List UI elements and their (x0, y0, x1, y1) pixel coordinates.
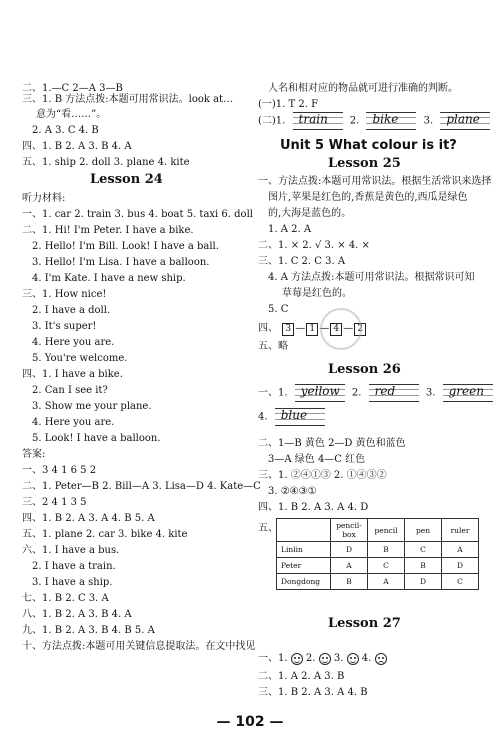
left-line: 4. I'm Kate. I have a new ship. (32, 273, 186, 284)
table-cell: pencil (368, 519, 405, 542)
left-line: 3. I have a ship. (32, 577, 113, 588)
left-line: 五、1. plane 2. car 3. bike 4. kite (22, 529, 188, 540)
left-line: 七、1. B 2. C 3. A (22, 593, 109, 604)
five-omit: 五、略 (258, 341, 288, 352)
right-mid-line: 图片,苹果是红色的,香蕉是黄色的,西瓜是绿色 (268, 192, 468, 203)
right-mid-line: 的,大海是蓝色的。 (268, 208, 352, 219)
writing-line: plane (440, 112, 490, 130)
left-line: 3. It's super! (32, 321, 97, 332)
seq-box: 4 (330, 323, 342, 336)
left-line: 一、1. car 2. train 3. bus 4. boat 5. taxi 6. doll (22, 209, 253, 220)
unit-5-heading: Unit 5 What colour is it? (280, 138, 457, 153)
left-line: 二、1. Peter—B 2. Bill—A 3. Lisa—D 4. Kate—C (22, 481, 261, 492)
left-line: 二、1.—C 2—A 3—B (22, 83, 123, 94)
table-cell: C (368, 558, 405, 574)
left-line: 十、方法点拨:本题可用关键信息提取法。在文中找见 (22, 641, 256, 652)
left-line: 2. A 3. C 4. B (32, 125, 99, 136)
left-line: 四、1. B 2. A 3. A 4. B 5. A (22, 513, 155, 524)
seq-box: 2 (354, 323, 366, 336)
left-line: 5. You're welcome. (32, 353, 128, 364)
table-cell: D (405, 574, 442, 590)
left-line: 5. Look! I have a balloon. (32, 433, 161, 444)
table-cell: Linlin (277, 542, 331, 558)
frown-face-icon (375, 653, 387, 665)
right-end-line: 三、1. B 2. A 3. A 4. B (258, 687, 368, 698)
left-line: 意为“看……”。 (36, 109, 107, 120)
left-line: 听力材料: (22, 193, 66, 204)
left-line: 3. Show me your plane. (32, 401, 152, 412)
right-low-line: 3—A 绿色 4—C 红色 (268, 454, 366, 465)
table-cell: A (442, 542, 479, 558)
right-low-line: 3. ②④③① (268, 486, 317, 497)
table-cell: D (442, 558, 479, 574)
table-cell: Peter (277, 558, 331, 574)
writing-line: train (293, 112, 343, 130)
answer-table (276, 518, 479, 590)
lesson-24-heading: Lesson 24 (90, 172, 163, 187)
smiley-face-icon (347, 653, 359, 665)
page-number: — 102 — (216, 714, 284, 730)
writing-line: green (443, 384, 493, 402)
left-line: 三、1. How nice! (22, 289, 107, 300)
left-line: 4. Here you are. (32, 417, 115, 428)
table-row (277, 542, 479, 558)
smiley-face-icon (291, 653, 303, 665)
right-mid-line: 5. C (268, 304, 289, 315)
lesson-25-heading: Lesson 25 (328, 156, 401, 171)
table-row (277, 574, 479, 590)
left-line: 2. Hello! I'm Bill. Look! I have a ball. (32, 241, 219, 252)
left-line: 四、1. B 2. A 3. B 4. A (22, 141, 132, 152)
right-mid-line: 4. A 方法点拨:本题可用常识法。根据常识可知 (268, 272, 475, 283)
writing-row-3: 4. blue (258, 408, 329, 426)
left-line: 3. Hello! I'm Lisa. I have a balloon. (32, 257, 210, 268)
right-mid-line: 二、1. × 2. √ 3. × 4. × (258, 240, 370, 251)
right-mid-line: 三、1. C 2. C 3. A (258, 256, 346, 267)
table-cell: A (331, 558, 368, 574)
writing-line: red (369, 384, 419, 402)
left-line: 六、1. I have a bus. (22, 545, 120, 556)
left-line: 五、1. ship 2. doll 3. plane 4. kite (22, 157, 190, 168)
left-line: 2. Can I see it? (32, 385, 108, 396)
right-end-line: 二、1. A 2. A 3. B (258, 671, 345, 682)
table-cell: D (331, 542, 368, 558)
table-cell: C (442, 574, 479, 590)
table-cell: ruler (442, 519, 479, 542)
right-mid-line: 1. A 2. A (268, 224, 312, 235)
left-line: 四、1. I have a bike. (22, 369, 123, 380)
left-line: 九、1. B 2. A 3. B 4. B 5. A (22, 625, 155, 636)
table-label: 五、 (258, 523, 278, 534)
right-low-line: 二、1—B 黄色 2—D 黄色和蓝色 (258, 438, 406, 449)
right-low-line: 四、1. B 2. A 3. A 4. D (258, 502, 369, 513)
left-line: 4. Here you are. (32, 337, 115, 348)
writing-row-1: (二)1. train 2. bike 3. plane (258, 112, 494, 130)
writing-line: blue (275, 408, 325, 426)
left-line: 三、2 4 1 3 5 (22, 497, 87, 508)
table-cell: Dongdong (277, 574, 331, 590)
writing-line: yellow (295, 384, 345, 402)
table-cell: pen (405, 519, 442, 542)
writing-row-2: 一、1. yellow 2. red 3. green (258, 384, 497, 402)
left-line: 二、1. Hi! I'm Peter. I have a bike. (22, 225, 194, 236)
stamp-decoration (320, 308, 362, 350)
table-cell: C (405, 542, 442, 558)
seq-box: 3 (282, 323, 294, 336)
table-row (277, 558, 479, 574)
faces-row: 一、1. 2. 3. 4. (258, 652, 387, 665)
left-line: 2. I have a train. (32, 561, 116, 572)
table-cell: B (405, 558, 442, 574)
table-cell: B (331, 574, 368, 590)
seq-box: 1 (306, 323, 318, 336)
left-line: 一、3 4 1 6 5 2 (22, 465, 97, 476)
left-line: 答案: (22, 449, 46, 460)
left-line: 2. I have a doll. (32, 305, 111, 316)
table-cell: B (368, 542, 405, 558)
lesson-26-heading: Lesson 26 (328, 362, 401, 377)
table-cell: A (368, 574, 405, 590)
table-cell: pencil-box (331, 519, 368, 542)
left-line: 八、1. B 2. A 3. B 4. A (22, 609, 132, 620)
smiley-face-icon (319, 653, 331, 665)
right-low-line: 三、1. ②④①③ 2. ①④③② (258, 470, 387, 481)
table-cell (277, 519, 331, 542)
right-mid-line: 草莓是红色的。 (282, 288, 352, 299)
right-top-line: 人名和相对应的物品就可进行准确的判断。 (268, 83, 458, 94)
left-line: 三、1. B 方法点拨:本题可用常识法。look at… (22, 94, 234, 105)
writing-line: bike (366, 112, 416, 130)
lesson-27-heading: Lesson 27 (328, 616, 401, 631)
table-header-row (277, 519, 479, 542)
right-top-line: (一)1. T 2. F (258, 99, 319, 110)
right-mid-line: 一、方法点拨:本题可用常识法。根据生活常识来选择 (258, 176, 492, 187)
sequence-boxes: 四、 3 — 1 — 4 — 2 (258, 322, 367, 336)
